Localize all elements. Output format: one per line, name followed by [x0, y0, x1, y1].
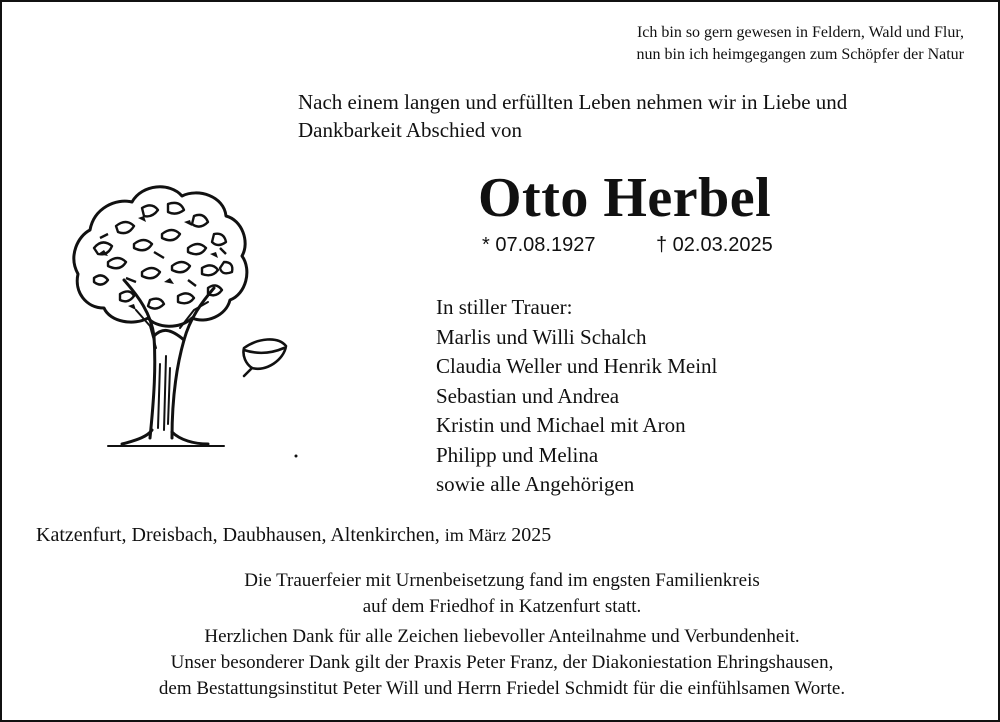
thanks-notice [22, 624, 982, 702]
intro-line: Nach einem langen und erfüllten Leben nehmen wir in Liebe und [298, 90, 848, 114]
funeral-notice [22, 568, 982, 620]
deceased-name: Otto Herbel [478, 167, 772, 229]
verse-line: Ich bin so gern gewesen in Feldern, Wald und Flur, [636, 24, 964, 41]
places: Katzenfurt, Dreisbach, Daubhausen, Altenkirchen, [36, 524, 440, 546]
intro-text [298, 88, 978, 144]
list-item: Sebastian und Andrea [436, 383, 620, 408]
thanks-line: Unser besonderer Dank gilt der Praxis Peter Franz, der Diakoniestation Ehringshausen, [170, 652, 834, 673]
tree-with-falling-leaf-icon [38, 178, 306, 468]
life-dates [482, 234, 773, 257]
verse-poem [444, 22, 964, 66]
thanks-line: Herzlichen Dank für alle Zeichen liebevoller Anteilnahme und Verbundenheit. [204, 626, 800, 647]
verse-line: nun bin ich heimgegangen zum Schöpfer der Natur [636, 46, 964, 63]
notice-line: auf dem Friedhof in Katzenfurt statt. [362, 596, 642, 617]
death-date: † 02.03.2025 [656, 234, 773, 256]
year: 2025 [511, 524, 552, 546]
list-item: Philipp und Melina [436, 442, 599, 467]
birth-date: * 07.08.1927 [482, 234, 596, 256]
list-item: Kristin und Michael mit Aron [436, 413, 686, 437]
mourners-list [436, 293, 717, 500]
month: im März [444, 525, 507, 545]
list-item: Claudia Weller und Henrik Meinl [436, 354, 718, 378]
notice-line: Die Trauerfeier mit Urnenbeisetzung fand im engsten Familienkreis [244, 570, 760, 591]
intro-line: Dankbarkeit Abschied von [298, 118, 522, 142]
list-item: Marlis und Willi Schalch [436, 324, 647, 349]
place-and-date [36, 524, 551, 547]
thanks-line: dem Bestattungsinstitut Peter Will und Herrn Friedel Schmidt für die einfühlsamen Worte. [158, 678, 846, 699]
mourners-heading: In stiller Trauer: [436, 295, 573, 319]
list-item: sowie alle Angehörigen [436, 472, 635, 496]
